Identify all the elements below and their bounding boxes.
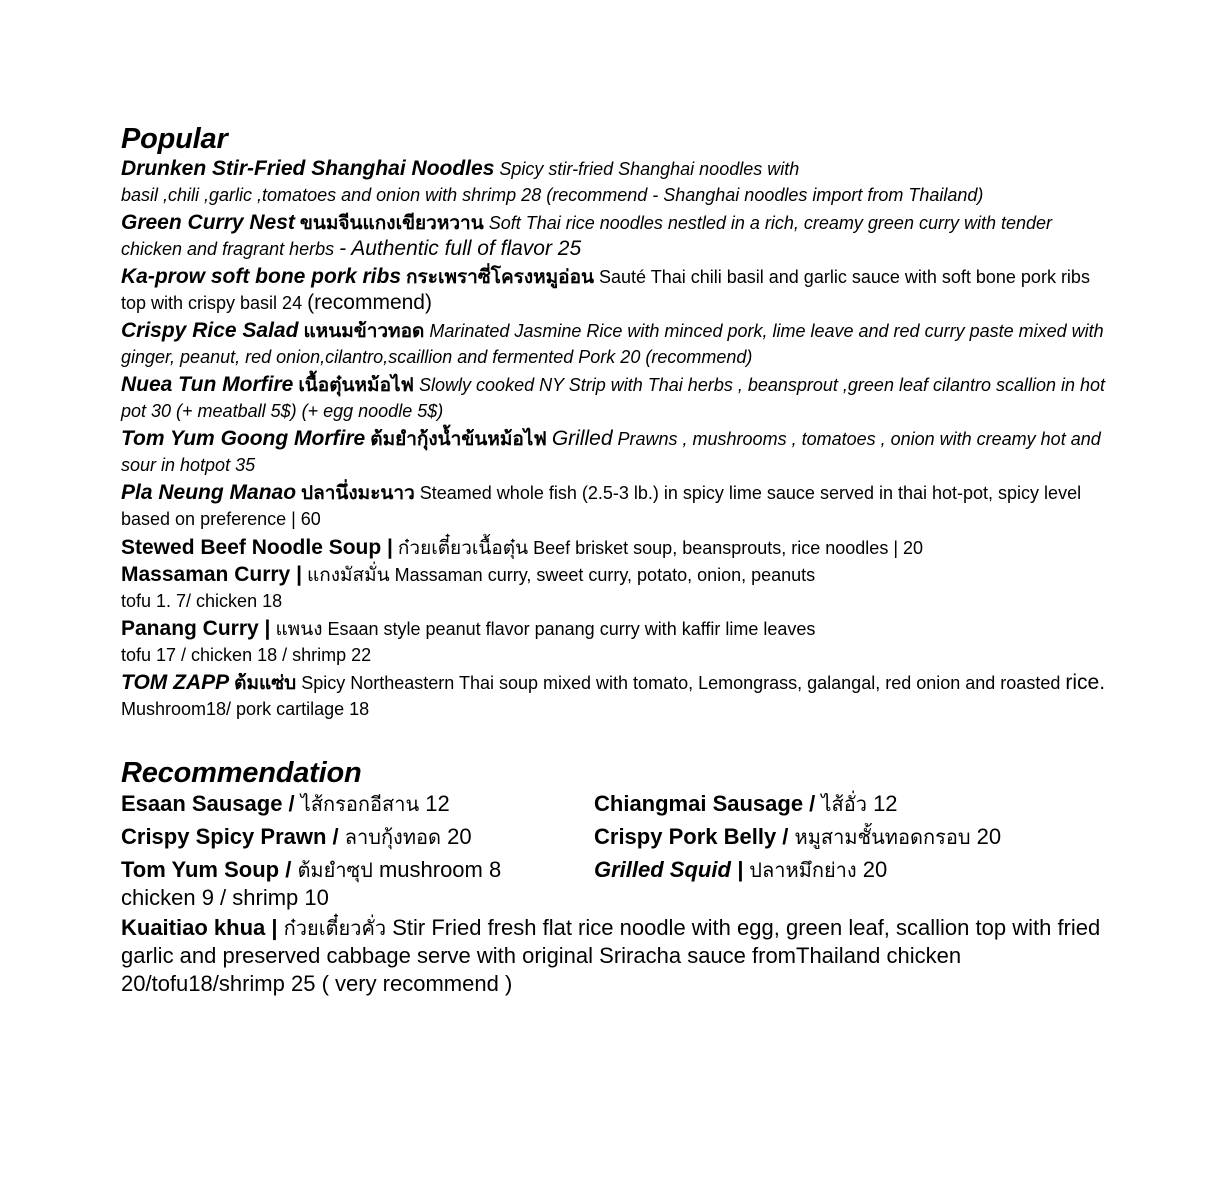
menu-page: [121, 122, 1111, 998]
item-name: Kuaitiao khua |: [121, 915, 278, 940]
item-description: Sauté Thai chili basil and garlic sauce with soft bone pork ribs top with crispy basil 24: [121, 267, 1090, 313]
item-thai-name: กระเพราซี่โครงหมูอ่อน: [406, 266, 594, 288]
item-price: 20: [976, 824, 1002, 849]
item-description: Esaan style peanut flavor panang curry with kaffir lime leaves: [327, 619, 816, 639]
item-description-tail: (recommend): [307, 291, 432, 314]
popular-heading: Popular: [121, 123, 228, 155]
item-name: Massaman Curry |: [121, 563, 302, 586]
item-price-line: tofu 17 / chicken 18 / shrimp 22: [121, 645, 372, 665]
item-description: Spicy Northeastern Thai soup mixed with tomato, Lemongrass, galangal, red onion and roasted: [301, 673, 1061, 693]
item-name: Crispy Rice Salad: [121, 319, 299, 342]
item-price: 12: [425, 791, 450, 816]
item-thai-name: เนื้อตุ๋นหม้อไฟ: [298, 374, 415, 396]
item-description: Massaman curry, sweet curry, potato, onion, peanuts: [394, 565, 816, 585]
item-name: Tom Yum Goong Morfire: [121, 427, 366, 450]
menu-item-green-curry-nest: [121, 210, 1111, 262]
item-thai-name: ขนมจีนแกงเขียวหวาน: [299, 212, 484, 234]
item-name: Ka-prow soft bone pork ribs: [121, 265, 402, 288]
rec-item-tom-yum-soup: [121, 856, 594, 912]
item-description: Prawns , mushrooms , tomatoes , onion with creamy hot and sour in hotpot 35: [121, 429, 1101, 475]
popular-list: [121, 156, 1111, 722]
menu-item-nuea-tun-morfire: [121, 372, 1111, 424]
item-description-line2: basil ,chili ,garlic ,tomatoes and onion with shrimp 28 (recommend - Shanghai noodles import from Thailand): [121, 185, 984, 205]
item-description-head: Grilled: [551, 427, 613, 450]
item-name: Drunken Stir-Fried Shanghai Noodles: [121, 157, 495, 180]
item-name: Stewed Beef Noodle Soup |: [121, 536, 393, 559]
item-name: Chiangmai Sausage /: [594, 791, 816, 816]
item-name: Pla Neung Manao: [121, 481, 297, 504]
rec-item-crispy-pork-belly: [594, 823, 1074, 851]
item-description: Soft Thai rice noodles nestled in a rich, creamy green curry with tender chicken and fragrant herbs: [121, 213, 1052, 259]
item-thai-name: แหนมข้าวทอด: [303, 320, 425, 342]
item-price: 20: [447, 824, 472, 849]
item-price-line: Mushroom18/ pork cartilage 18: [121, 699, 370, 719]
menu-item-drunken-noodles: [121, 156, 1111, 208]
menu-item-crispy-rice-salad: [121, 318, 1111, 370]
menu-item-panang-curry: [121, 616, 1111, 668]
rec-item-kuaitiao-khua: [121, 914, 1111, 998]
rec-item-crispy-spicy-prawn: [121, 823, 594, 851]
item-description: Spicy stir-fried Shanghai noodles with: [499, 159, 800, 179]
item-name: Esaan Sausage /: [121, 791, 295, 816]
item-description-tail: - Authentic full of flavor 25: [339, 237, 582, 260]
item-thai-name: ลาบกุ้งทอด: [344, 825, 442, 849]
item-thai-name: ปลาหมึกย่าง: [749, 858, 857, 882]
item-description: Stir Fried fresh flat rice noodle with egg, green leaf, scallion top with fried garlic and preserved cabbage serve with original Sriracha sauce fromThailand chicken 20/tofu18/shrimp 25 ( very recommend ): [121, 915, 1101, 996]
item-price: mushroom 8: [378, 857, 502, 882]
recommendation-heading: Recommendation: [121, 757, 362, 789]
item-name: Crispy Pork Belly /: [594, 824, 789, 849]
item-thai-name: ไส้กรอกอีสาน: [300, 792, 420, 816]
item-name: Crispy Spicy Prawn /: [121, 824, 339, 849]
item-thai-name: ต้มยำซุป: [297, 858, 373, 882]
item-description: Beef brisket soup, beansprouts, rice noodles | 20: [533, 538, 924, 558]
menu-item-massaman-curry: [121, 562, 1111, 614]
item-thai-name: ก๋วยเตี๋ยวคั่ว: [283, 916, 387, 940]
item-description-big: rice.: [1065, 671, 1106, 694]
item-thai-name: แกงมัสมั่น: [306, 564, 390, 586]
item-thai-name: ต้มยำกุ้งน้ำข้นหม้อไฟ: [370, 428, 547, 450]
item-description: Slowly cooked NY Strip with Thai herbs , beansprout ,green leaf cilantro scallion in hot pot 30 (+ meatball 5$) (+ egg noodle 5$): [121, 375, 1106, 421]
item-price-extra: chicken 9 / shrimp 10: [121, 885, 329, 910]
item-description: Steamed whole fish (2.5-3 lb.) in spicy lime sauce served in thai hot-pot, spicy level based on preference | 60: [121, 483, 1082, 529]
item-thai-name: แพนง: [275, 618, 323, 640]
item-thai-name: ก๋วยเตี๋ยวเนื้อตุ๋น: [397, 537, 529, 559]
item-price-line: tofu 1. 7/ chicken 18: [121, 591, 283, 611]
menu-item-ka-prow-ribs: [121, 264, 1111, 316]
item-name: Nuea Tun Morfire: [121, 373, 294, 396]
rec-item-chiangmai-sausage: [594, 790, 1074, 818]
item-thai-name: หมูสามชั้นทอดกรอบ: [794, 825, 971, 849]
item-name: Green Curry Nest: [121, 211, 295, 234]
item-name: Tom Yum Soup /: [121, 857, 292, 882]
menu-item-tom-zapp: [121, 670, 1111, 722]
item-thai-name: ไส้อั่ว: [821, 792, 867, 816]
item-name: Grilled Squid |: [594, 857, 744, 882]
menu-item-stewed-beef-noodle-soup: [121, 534, 1111, 562]
rec-item-esaan-sausage: [121, 790, 594, 818]
item-price: 12: [873, 791, 898, 816]
item-description: Marinated Jasmine Rice with minced pork, lime leave and red curry paste mixed with ginger, peanut, red onion,cilantro,scaillion and fermented Pork 20 (recommend): [121, 321, 1104, 367]
menu-item-tom-yum-goong-morfire: [121, 426, 1111, 478]
item-name: Panang Curry |: [121, 617, 271, 640]
menu-item-pla-neung-manao: [121, 480, 1111, 532]
rec-item-grilled-squid: [594, 856, 1074, 912]
item-thai-name: ปลานึ่งมะนาว: [301, 482, 415, 504]
item-thai-name: ต้มแซ่บ: [234, 672, 297, 694]
recommendation-grid: [121, 790, 1111, 912]
item-price: 20: [862, 857, 888, 882]
item-name: TOM ZAPP: [121, 671, 230, 694]
